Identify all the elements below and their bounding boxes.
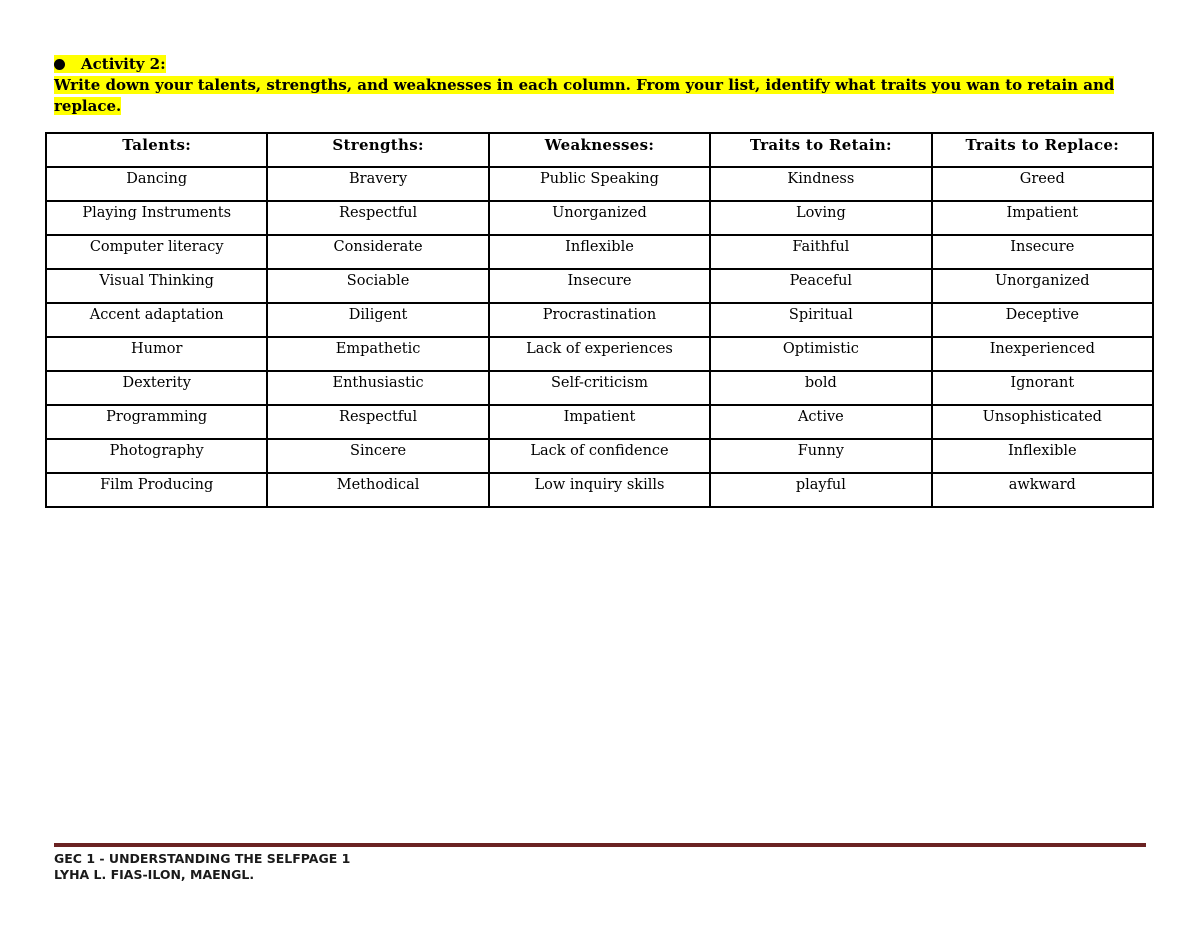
table-cell: Insecure: [489, 269, 710, 303]
table-cell: Loving: [710, 201, 931, 235]
table-cell: Kindness: [710, 167, 931, 201]
instructions-line-1: Write down your talents, strengths, and weaknesses in each column. From your list, identify what traits you wan to retain and: [54, 76, 1115, 94]
footer-author: LYHA L. FIAS-ILON, MAENGL.: [54, 867, 255, 882]
table-row: [46, 201, 1153, 235]
table-cell: Greed: [932, 167, 1153, 201]
table-cell: Humor: [46, 337, 267, 371]
table-cell: Unorganized: [932, 269, 1153, 303]
instructions-line-2: replace.: [54, 97, 122, 115]
table-cell: Insecure: [932, 235, 1153, 269]
table-cell: Ignorant: [932, 371, 1153, 405]
table-row: [46, 269, 1153, 303]
table-cell: Procrastination: [489, 303, 710, 337]
table-cell: Low inquiry skills: [489, 473, 710, 507]
table-cell: Playing Instruments: [46, 201, 267, 235]
header-traits-to-replace: Traits to Replace:: [932, 133, 1153, 167]
table-cell: Photography: [46, 439, 267, 473]
table-cell: Sociable: [267, 269, 488, 303]
activity-title-line: [54, 54, 1144, 75]
header-traits-to-retain: Traits to Retain:: [710, 133, 931, 167]
activity-instructions: [54, 75, 1144, 117]
table-row: [46, 337, 1153, 371]
table-cell: Empathetic: [267, 337, 488, 371]
table-cell: Bravery: [267, 167, 488, 201]
table-cell: Peaceful: [710, 269, 931, 303]
table-cell: Film Producing: [46, 473, 267, 507]
table-cell: Spiritual: [710, 303, 931, 337]
table-cell: Enthusiastic: [267, 371, 488, 405]
table-row: [46, 303, 1153, 337]
header-weaknesses: Weaknesses:: [489, 133, 710, 167]
activity-title: Activity 2:: [81, 55, 166, 73]
table-cell: awkward: [932, 473, 1153, 507]
table-cell: Sincere: [267, 439, 488, 473]
table-cell: Programming: [46, 405, 267, 439]
table-cell: Lack of experiences: [489, 337, 710, 371]
table-cell: Active: [710, 405, 931, 439]
bullet-icon: [54, 59, 65, 70]
table-row: [46, 439, 1153, 473]
table-cell: playful: [710, 473, 931, 507]
table-cell: Methodical: [267, 473, 488, 507]
activity-title-highlight: [54, 55, 166, 73]
table-row: [46, 473, 1153, 507]
footer-rule: [54, 843, 1146, 847]
table-row: [46, 371, 1153, 405]
table-cell: Lack of confidence: [489, 439, 710, 473]
table-cell: Respectful: [267, 201, 488, 235]
table-row: [46, 405, 1153, 439]
table-cell: Optimistic: [710, 337, 931, 371]
table-cell: Inflexible: [932, 439, 1153, 473]
table-row: [46, 235, 1153, 269]
table-cell: Funny: [710, 439, 931, 473]
table-cell: Impatient: [489, 405, 710, 439]
table-cell: Faithful: [710, 235, 931, 269]
header-strengths: Strengths:: [267, 133, 488, 167]
footer-course-page: GEC 1 - UNDERSTANDING THE SELFPAGE 1: [54, 851, 351, 866]
activity-header: [54, 54, 1144, 117]
table-cell: bold: [710, 371, 931, 405]
traits-table: [45, 132, 1154, 508]
table-cell: Respectful: [267, 405, 488, 439]
table-cell: Deceptive: [932, 303, 1153, 337]
table-cell: Dancing: [46, 167, 267, 201]
table-header-row: [46, 133, 1153, 167]
table-cell: Inflexible: [489, 235, 710, 269]
table-cell: Diligent: [267, 303, 488, 337]
table-cell: Visual Thinking: [46, 269, 267, 303]
table-cell: Public Speaking: [489, 167, 710, 201]
page-footer: [54, 851, 350, 883]
table-cell: Considerate: [267, 235, 488, 269]
table-cell: Dexterity: [46, 371, 267, 405]
table-cell: Computer literacy: [46, 235, 267, 269]
table-cell: Unorganized: [489, 201, 710, 235]
table-cell: Self-criticism: [489, 371, 710, 405]
table-row: [46, 167, 1153, 201]
table-cell: Accent adaptation: [46, 303, 267, 337]
table-cell: Impatient: [932, 201, 1153, 235]
table-cell: Inexperienced: [932, 337, 1153, 371]
header-talents: Talents:: [46, 133, 267, 167]
table-cell: Unsophisticated: [932, 405, 1153, 439]
